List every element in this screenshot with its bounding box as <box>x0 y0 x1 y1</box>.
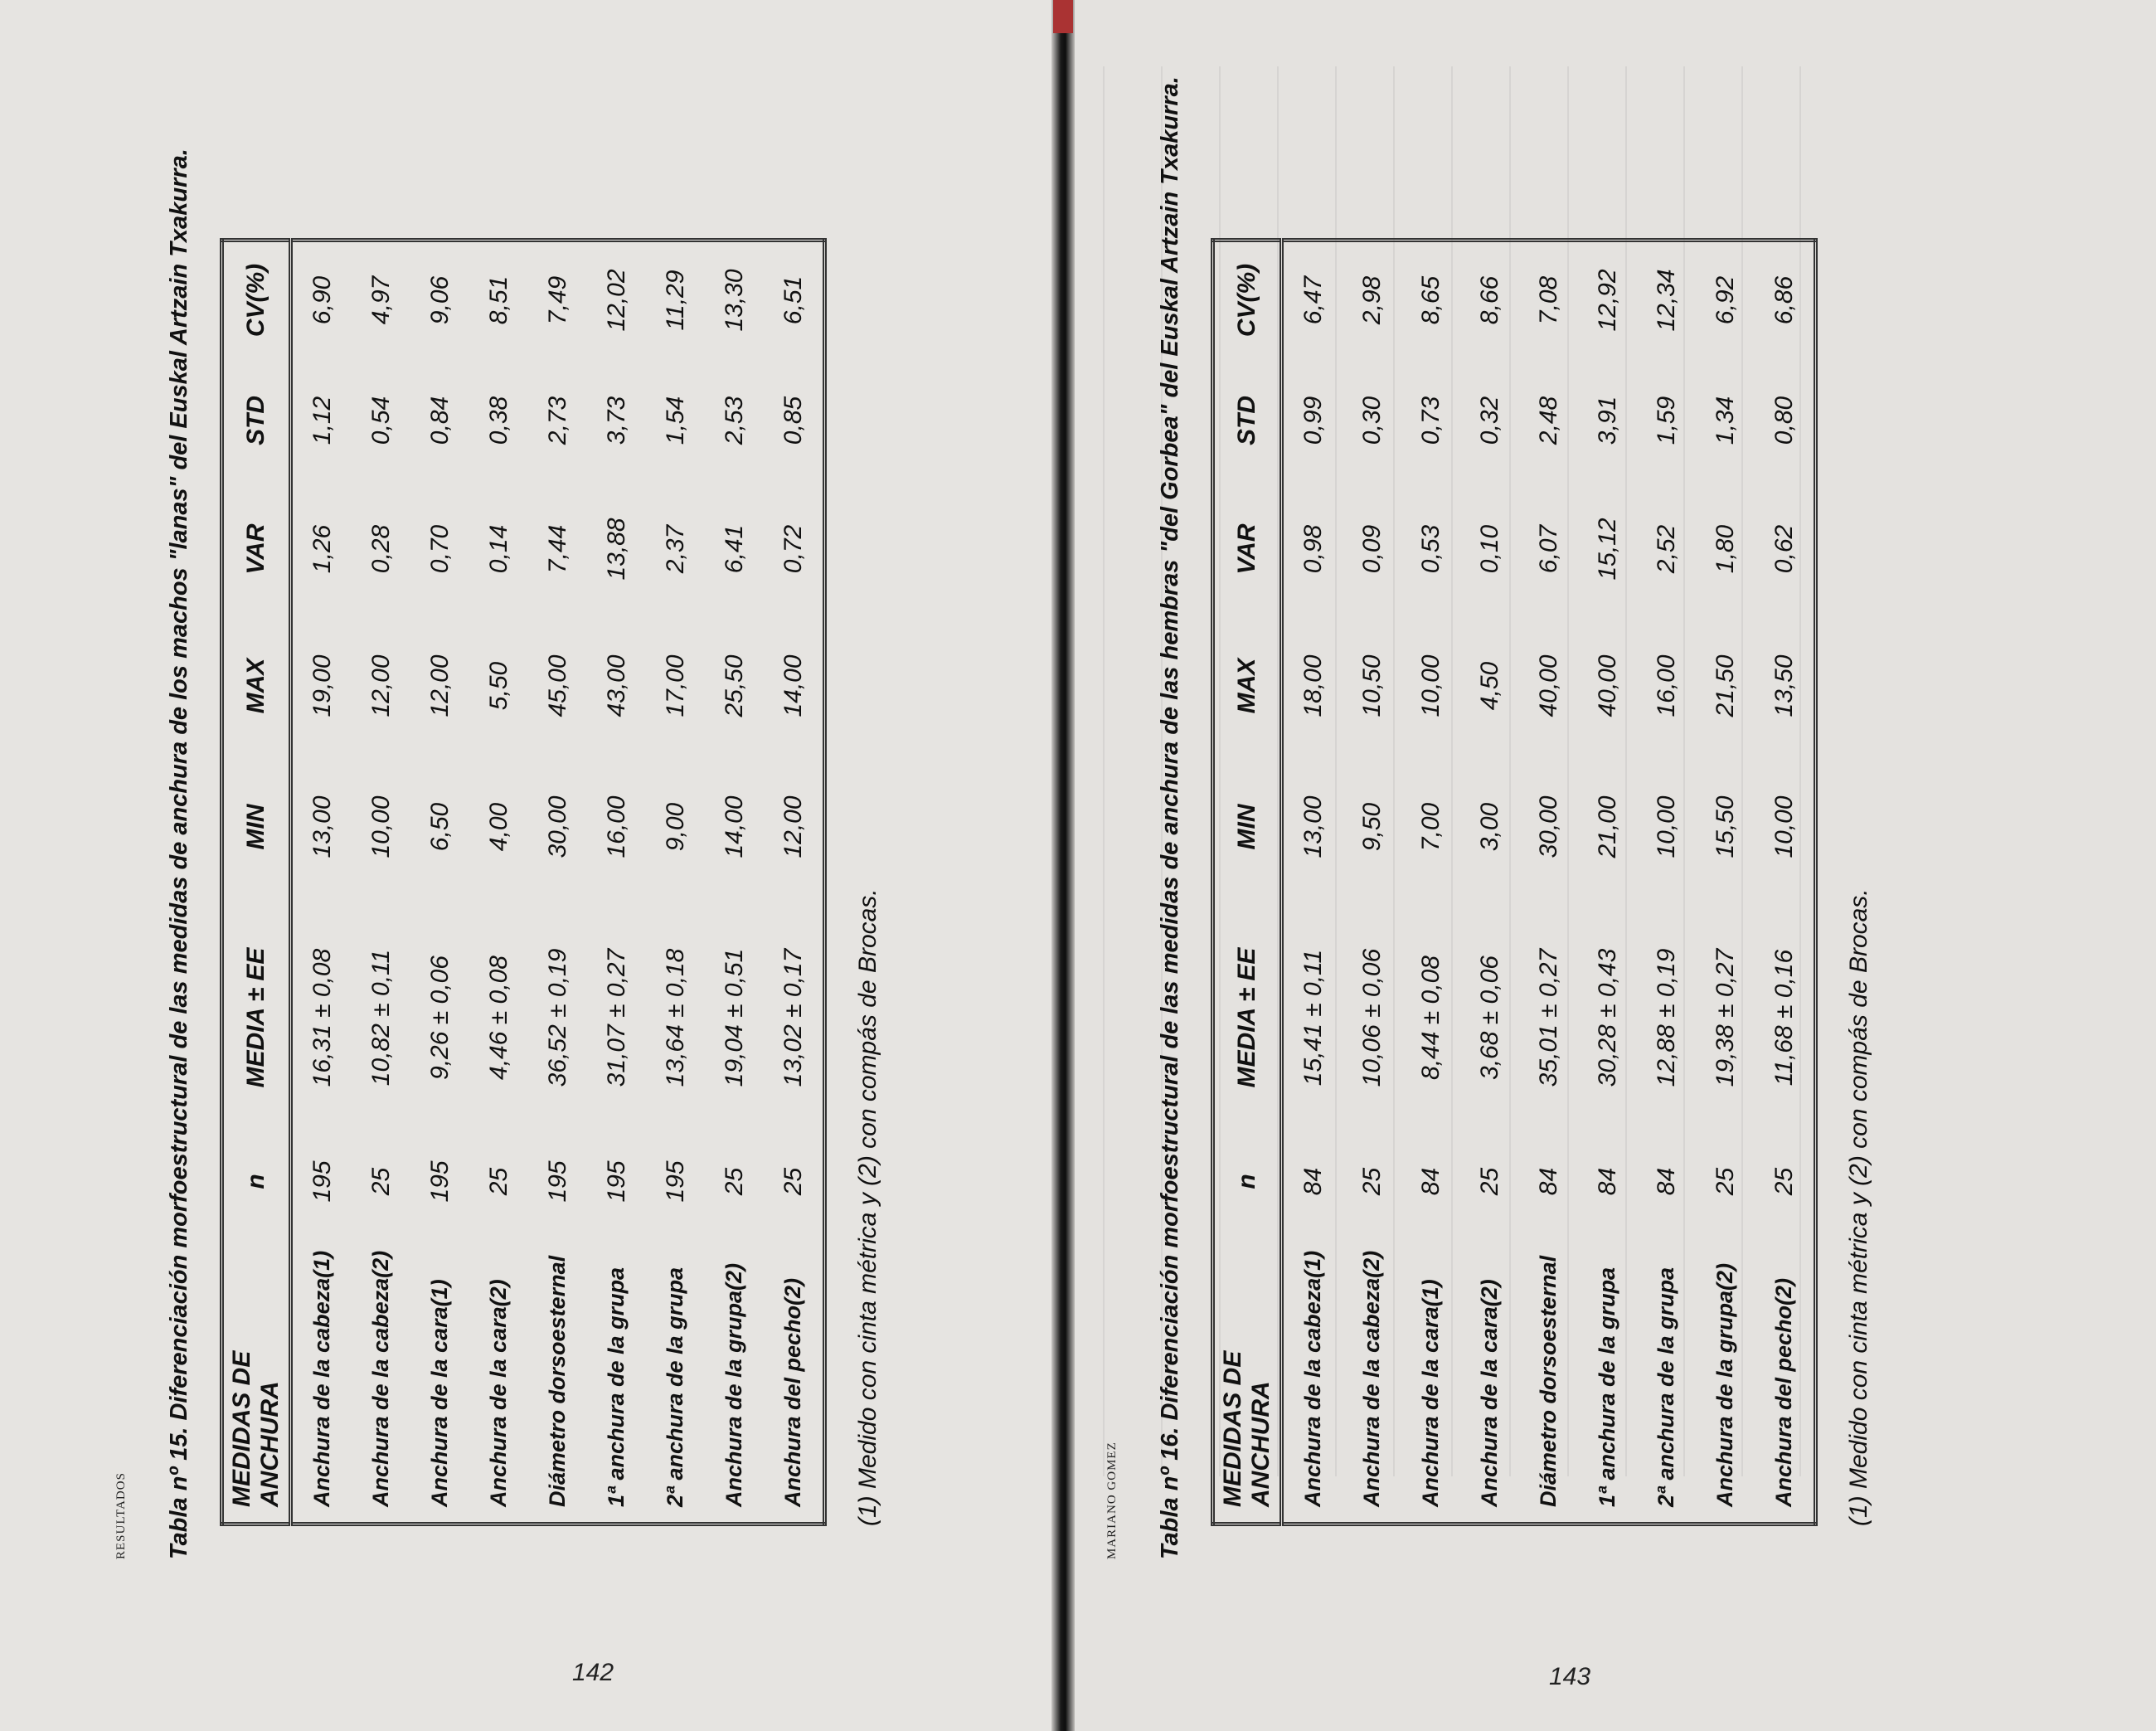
table-cell: 6,50 <box>425 802 454 852</box>
column-header: STD <box>222 358 291 483</box>
table-cell: 0,54 <box>367 396 395 445</box>
table-cell: 8,51 <box>484 275 512 325</box>
table-cell: 6,86 <box>1770 275 1798 325</box>
table-cell: 84 <box>1416 1167 1445 1196</box>
row-label: Anchura de la grupa(2) <box>721 1262 746 1507</box>
table-cell: 18,00 <box>1299 654 1327 717</box>
table-cell: 12,88 ± 0,19 <box>1652 948 1680 1087</box>
table-cell: 16,00 <box>1652 654 1680 717</box>
book-gutter <box>1051 0 1075 1731</box>
table-cell: 0,85 <box>779 396 807 445</box>
column-header: MAX <box>222 615 291 756</box>
table-cell: 40,00 <box>1593 654 1621 717</box>
table-cell: 16,31 ± 0,08 <box>308 948 336 1087</box>
column-header: CV(%) <box>1213 241 1282 359</box>
table-cell: 25 <box>779 1167 807 1196</box>
table-cell: 30,00 <box>1534 795 1562 858</box>
table-cell: 2,98 <box>1357 275 1386 325</box>
table-row <box>1460 241 1519 1524</box>
table-row <box>1755 241 1816 1524</box>
table-cell: 1,26 <box>308 524 336 574</box>
row-label: Anchura de la cabeza(2) <box>368 1250 393 1507</box>
table-cell: 2,37 <box>661 524 689 574</box>
table-cell: 25 <box>1357 1167 1386 1196</box>
column-header: MEDIDAS DE ANCHURA <box>1213 1225 1282 1524</box>
table-cell: 10,00 <box>1652 795 1680 858</box>
table-cell: 30,28 ± 0,43 <box>1593 948 1621 1087</box>
table-cell: 84 <box>1593 1167 1621 1196</box>
table-cell: 12,92 <box>1593 269 1621 332</box>
table-cell: 0,73 <box>1416 396 1445 445</box>
running-head: MARIANO GOMEZ <box>1105 1442 1119 1559</box>
table-cell: 11,68 ± 0,16 <box>1770 949 1798 1087</box>
row-label: Anchura de la cabeza(2) <box>1359 1250 1384 1507</box>
column-header: VAR <box>222 483 291 615</box>
table-cell: 0,14 <box>484 524 512 574</box>
table-cell: 9,26 ± 0,06 <box>425 955 454 1080</box>
table-cell: 2,52 <box>1652 524 1680 574</box>
row-label: Anchura del pecho(2) <box>780 1277 805 1507</box>
table-cell: 13,00 <box>308 795 336 858</box>
table-cell: 5,50 <box>484 661 512 711</box>
table-cell: 6,51 <box>779 275 807 325</box>
row-label: Anchura del pecho(2) <box>1771 1277 1796 1507</box>
table-cell: 25 <box>720 1167 748 1196</box>
table-cell: 0,09 <box>1357 524 1386 574</box>
table-cell: 3,68 ± 0,06 <box>1475 955 1503 1080</box>
row-label: Anchura de la cara(2) <box>1477 1279 1502 1507</box>
table-cell: 9,06 <box>425 275 454 325</box>
table-cell: 0,30 <box>1357 396 1386 445</box>
table-cell: 0,53 <box>1416 524 1445 574</box>
row-label: Anchura de la grupa(2) <box>1712 1262 1737 1507</box>
table-cell: 12,00 <box>779 795 807 858</box>
table-cell: 195 <box>308 1160 336 1203</box>
right-page-content <box>1090 76 1920 1559</box>
table-row <box>410 241 469 1524</box>
table-header-row <box>1213 241 1282 1524</box>
table-cell: 10,00 <box>1416 654 1445 717</box>
table-cell: 1,12 <box>308 396 336 445</box>
table-cell: 13,00 <box>1299 795 1327 858</box>
row-label: Diámetro dorsoesternal <box>545 1255 570 1507</box>
table-cell: 1,54 <box>661 396 689 445</box>
table-row <box>1519 241 1578 1524</box>
column-header: n <box>222 1138 291 1225</box>
table-cell: 1,80 <box>1711 524 1739 574</box>
table-cell: 0,38 <box>484 396 512 445</box>
table-row <box>1282 241 1343 1524</box>
page-number: 142 <box>572 1659 614 1686</box>
table-cell: 8,66 <box>1475 275 1503 325</box>
table-cell: 7,00 <box>1416 802 1445 852</box>
table-cell: 84 <box>1652 1167 1680 1196</box>
table-cell: 7,49 <box>543 275 571 325</box>
table-cell: 12,00 <box>367 654 395 717</box>
row-label: Diámetro dorsoesternal <box>1536 1255 1561 1507</box>
row-label: Anchura de la cara(1) <box>427 1279 452 1507</box>
row-label: Anchura de la cabeza(1) <box>309 1250 334 1507</box>
table-cell: 21,50 <box>1711 654 1739 717</box>
table-cell: 6,92 <box>1711 275 1739 325</box>
table-cell: 9,50 <box>1357 802 1386 852</box>
table-cell: 15,41 ± 0,11 <box>1299 949 1327 1087</box>
table-cell: 3,00 <box>1475 802 1503 852</box>
table-cell: 13,50 <box>1770 654 1798 717</box>
row-label: Anchura de la cara(2) <box>486 1279 511 1507</box>
table-cell: 0,84 <box>425 396 454 445</box>
table-cell: 3,91 <box>1593 396 1621 445</box>
table-cell: 45,00 <box>543 654 571 717</box>
row-label: Anchura de la cabeza(1) <box>1300 1250 1325 1507</box>
table-row <box>1696 241 1755 1524</box>
column-header: MIN <box>222 756 291 897</box>
table-cell: 13,30 <box>720 269 748 332</box>
table-cell: 10,82 ± 0,11 <box>367 949 395 1087</box>
table-cell: 13,88 <box>602 518 630 581</box>
table-cell: 7,44 <box>543 524 571 574</box>
column-header: VAR <box>1213 483 1282 615</box>
table-cell: 12,34 <box>1652 269 1680 332</box>
table-footnote: (1) Medido con cinta métrica y (2) con compás de Brocas. <box>854 888 881 1526</box>
table-row <box>1343 241 1401 1524</box>
table-cell: 19,00 <box>308 654 336 717</box>
table-cell: 3,73 <box>602 396 630 445</box>
table-cell: 15,12 <box>1593 518 1621 581</box>
table-cell: 6,90 <box>308 275 336 325</box>
table-cell: 25,50 <box>720 654 748 717</box>
running-head: RESULTADOS <box>114 1472 128 1559</box>
table-cell: 0,72 <box>779 524 807 574</box>
table-cell: 2,73 <box>543 396 571 445</box>
left-page-content <box>100 133 929 1559</box>
column-header: CV(%) <box>222 241 291 359</box>
table-cell: 36,52 ± 0,19 <box>543 948 571 1087</box>
table-cell: 25 <box>367 1167 395 1196</box>
table-row <box>528 241 587 1524</box>
table-row <box>705 241 764 1524</box>
table-cell: 6,47 <box>1299 275 1327 325</box>
table-row <box>469 241 528 1524</box>
row-label: 2ª anchura de la grupa <box>663 1267 687 1507</box>
table-cell: 84 <box>1534 1167 1562 1196</box>
table-cell: 40,00 <box>1534 654 1562 717</box>
column-header: MEDIDAS DE ANCHURA <box>222 1225 291 1524</box>
table-row <box>1578 241 1637 1524</box>
table-cell: 25 <box>484 1167 512 1196</box>
table-cell: 35,01 ± 0,27 <box>1534 948 1562 1087</box>
table-cell: 31,07 ± 0,27 <box>602 948 630 1087</box>
table-cell: 14,00 <box>720 795 748 858</box>
data-table <box>220 238 827 1526</box>
page-number: 143 <box>1549 1663 1591 1690</box>
table-cell: 2,53 <box>720 396 748 445</box>
table-cell: 195 <box>425 1160 454 1203</box>
table-cell: 21,00 <box>1593 795 1621 858</box>
table-footnote: (1) Medido con cinta métrica y (2) con compás de Brocas. <box>1845 888 1872 1526</box>
data-table <box>1211 238 1818 1526</box>
table-cell: 10,06 ± 0,06 <box>1357 948 1386 1087</box>
table-cell: 4,97 <box>367 275 395 325</box>
table-cell: 6,07 <box>1534 524 1562 574</box>
table-cell: 195 <box>602 1160 630 1203</box>
table-cell: 10,00 <box>367 795 395 858</box>
row-label: 1ª anchura de la grupa <box>604 1267 629 1507</box>
table-cell: 195 <box>543 1160 571 1203</box>
table-cell: 4,46 ± 0,08 <box>484 955 512 1080</box>
table-cell: 2,48 <box>1534 396 1562 445</box>
row-label: 2ª anchura de la grupa <box>1653 1267 1678 1507</box>
table-cell: 25 <box>1475 1167 1503 1196</box>
table-cell: 17,00 <box>661 654 689 717</box>
table-cell: 25 <box>1711 1167 1739 1196</box>
row-label: 1ª anchura de la grupa <box>1595 1267 1619 1507</box>
table-caption: Tabla nº 15. Diferenciación morfoestructural de las medidas de anchura de los machos "lanas" del Euskal Artzain Txakurra. <box>166 148 192 1559</box>
table-cell: 11,29 <box>661 270 689 331</box>
table-cell: 19,38 ± 0,27 <box>1711 948 1739 1087</box>
table-row <box>291 241 352 1524</box>
table-cell: 0,28 <box>367 524 395 574</box>
table-cell: 25 <box>1770 1167 1798 1196</box>
table-cell: 195 <box>661 1160 689 1203</box>
table-cell: 13,64 ± 0,18 <box>661 948 689 1087</box>
table-cell: 8,44 ± 0,08 <box>1416 955 1445 1080</box>
table-cell: 13,02 ± 0,17 <box>779 948 807 1087</box>
column-header: MEDIA ± EE <box>1213 897 1282 1138</box>
table-cell: 0,32 <box>1475 396 1503 445</box>
table-cell: 10,00 <box>1770 795 1798 858</box>
table-cell: 84 <box>1299 1167 1327 1196</box>
table-cell: 43,00 <box>602 654 630 717</box>
table-cell: 10,50 <box>1357 654 1386 717</box>
table-cell: 0,98 <box>1299 524 1327 574</box>
table-cell: 1,34 <box>1711 396 1739 445</box>
table-row <box>352 241 410 1524</box>
table-cell: 0,80 <box>1770 396 1798 445</box>
column-header: MIN <box>1213 756 1282 897</box>
row-label: Anchura de la cara(1) <box>1418 1279 1443 1507</box>
column-header: MEDIA ± EE <box>222 897 291 1138</box>
table-cell: 12,02 <box>602 269 630 332</box>
column-header: n <box>1213 1138 1282 1225</box>
table-cell: 0,70 <box>425 524 454 574</box>
table-cell: 0,62 <box>1770 524 1798 574</box>
table-cell: 9,00 <box>661 802 689 852</box>
table-cell: 16,00 <box>602 795 630 858</box>
column-header: STD <box>1213 358 1282 483</box>
table-cell: 6,41 <box>720 524 748 574</box>
bookmark-ribbon <box>1053 0 1073 33</box>
table-header-row <box>222 241 291 1524</box>
table-caption: Tabla nº 16. Diferenciación morfoestructural de las medidas de anchura de las hembras "del Gorbea" del Euskal Artzain Txakurra. <box>1157 76 1183 1559</box>
table-row <box>587 241 646 1524</box>
table-row <box>1637 241 1696 1524</box>
column-header: MAX <box>1213 615 1282 756</box>
table-cell: 12,00 <box>425 654 454 717</box>
table-row <box>1401 241 1460 1524</box>
table-cell: 1,59 <box>1652 396 1680 445</box>
table-cell: 4,00 <box>484 802 512 852</box>
table-cell: 19,04 ± 0,51 <box>720 948 748 1087</box>
table-cell: 30,00 <box>543 795 571 858</box>
table-cell: 0,10 <box>1475 524 1503 574</box>
table-row <box>764 241 825 1524</box>
table-cell: 7,08 <box>1534 275 1562 325</box>
table-cell: 14,00 <box>779 654 807 717</box>
table-cell: 4,50 <box>1475 661 1503 711</box>
table-cell: 8,65 <box>1416 275 1445 325</box>
table-cell: 15,50 <box>1711 795 1739 858</box>
table-cell: 0,99 <box>1299 396 1327 445</box>
table-row <box>646 241 705 1524</box>
